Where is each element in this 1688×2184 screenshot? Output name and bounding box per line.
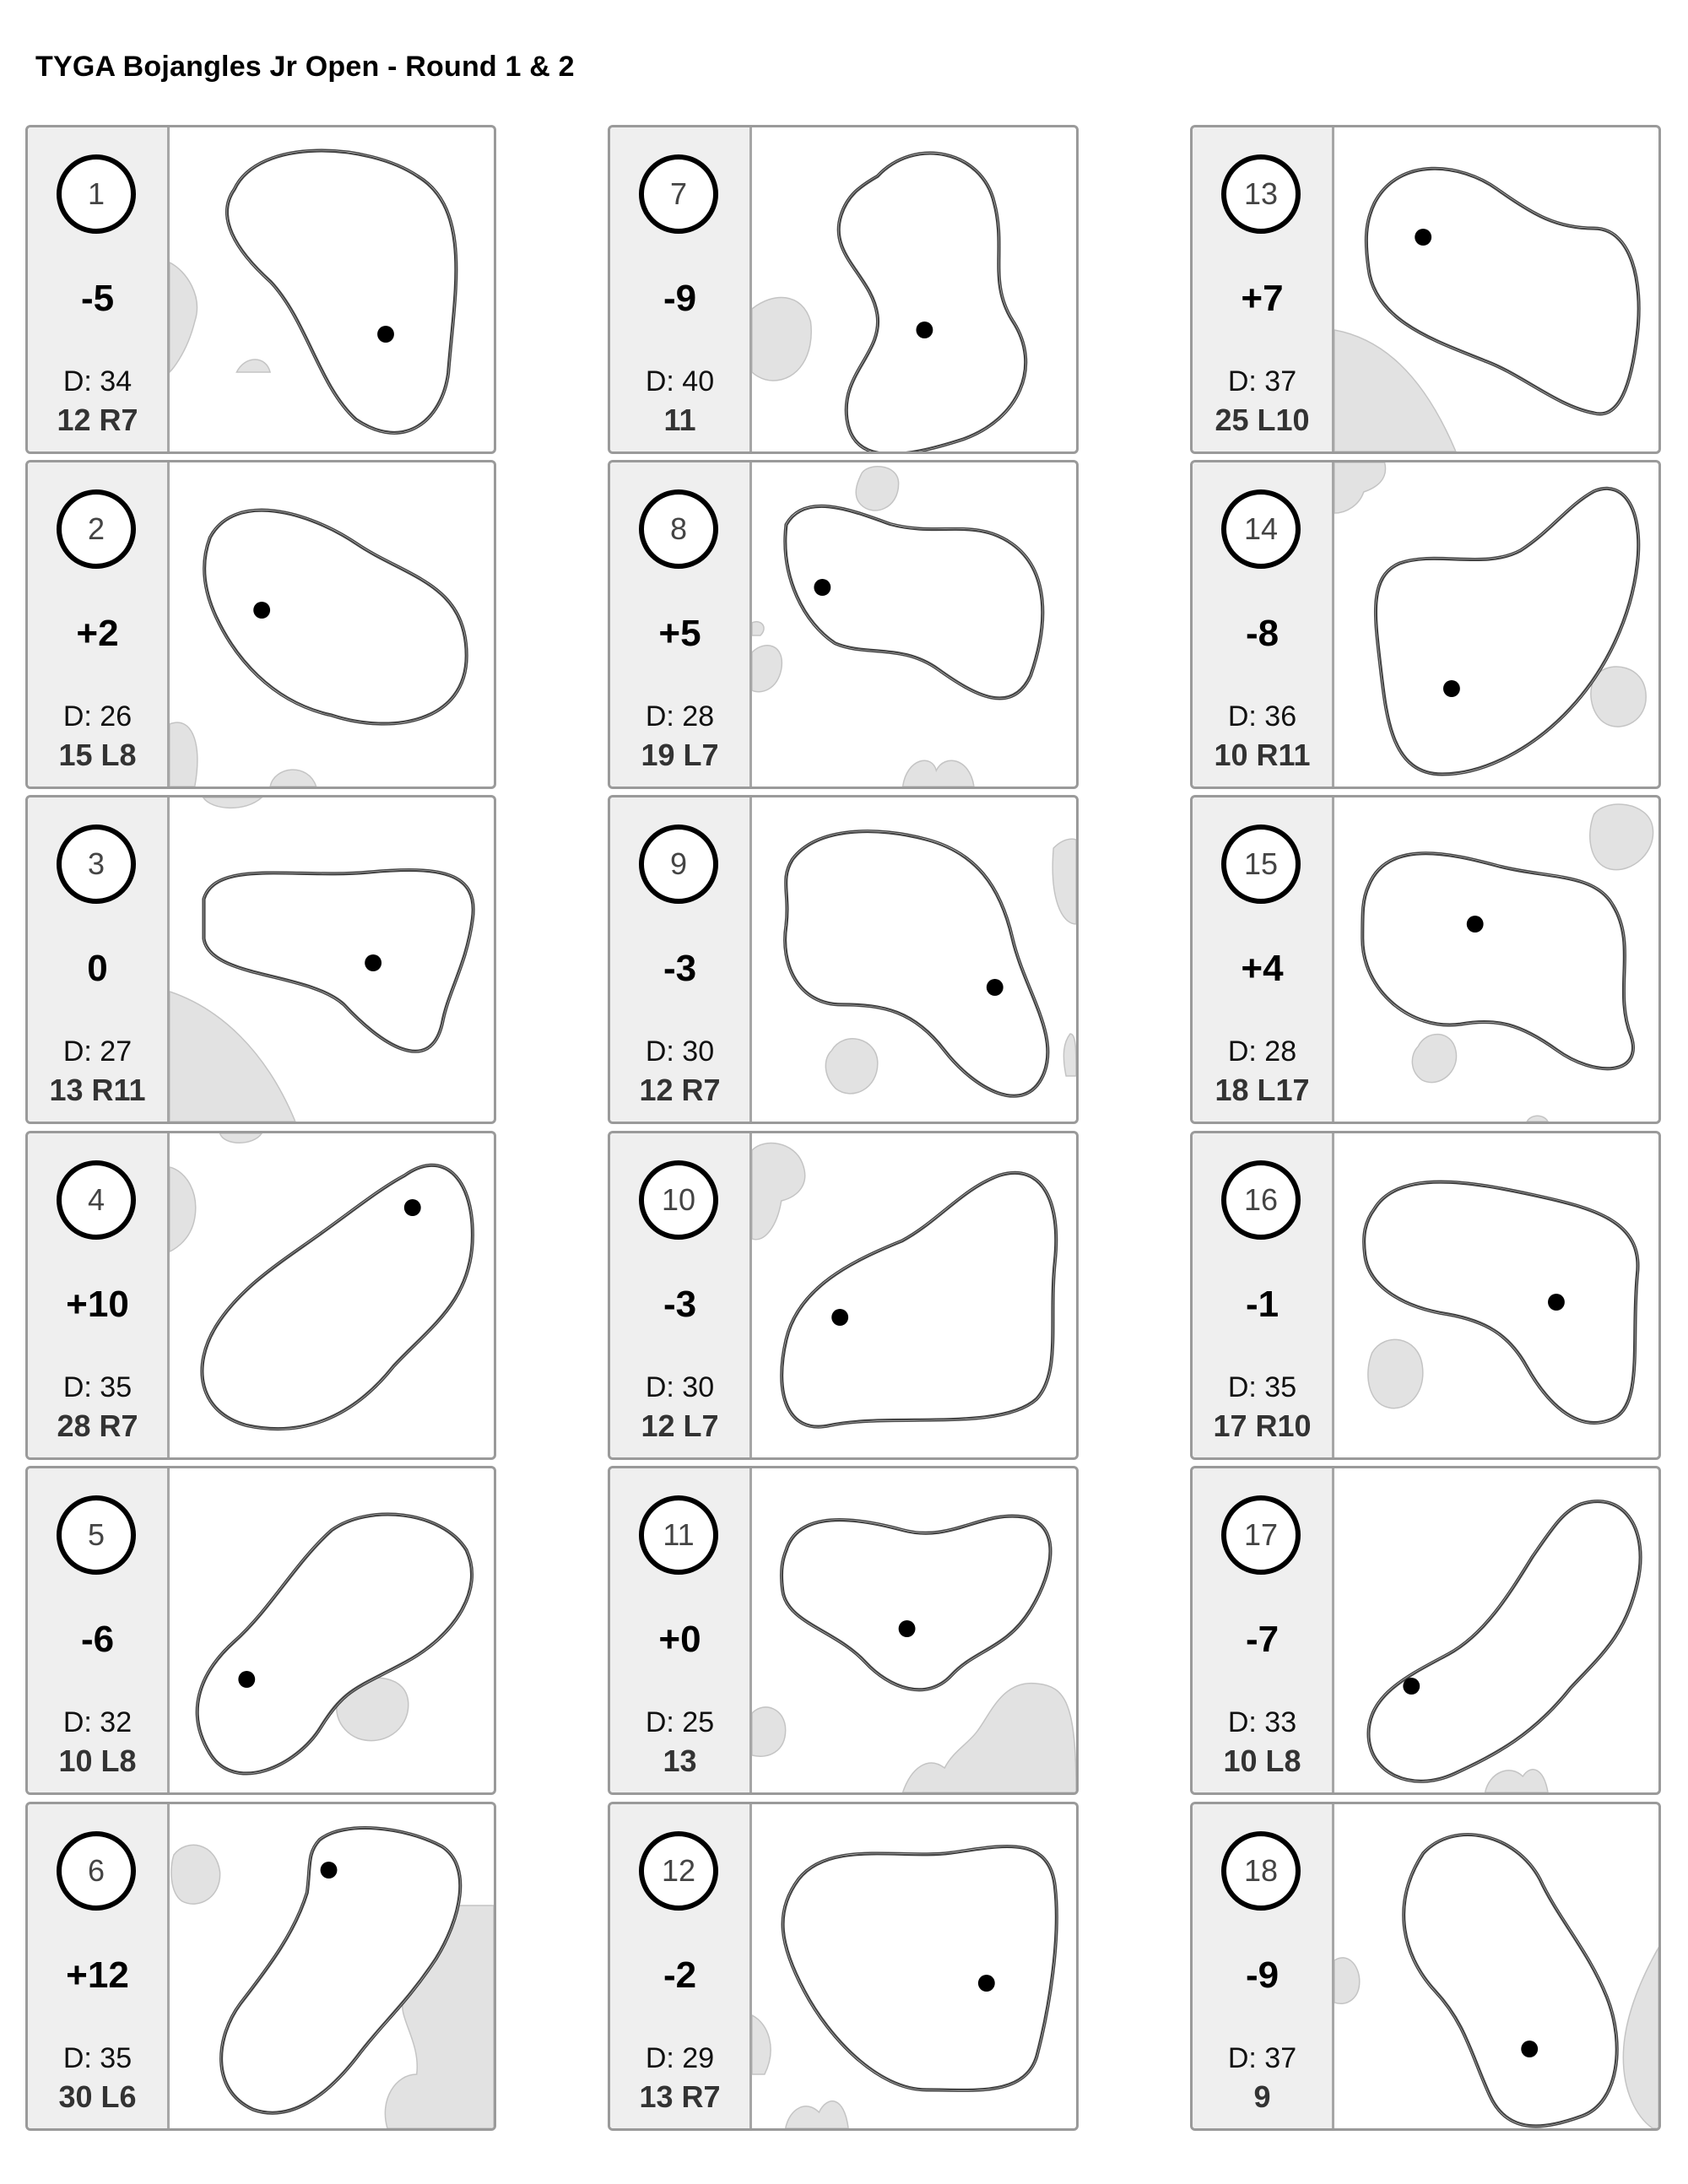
hole-score: -9 bbox=[1245, 1954, 1280, 1996]
green-svg bbox=[170, 462, 494, 787]
pin-location: 25 L10 bbox=[1215, 403, 1310, 437]
hole-number: 9 bbox=[639, 824, 718, 904]
green-outline bbox=[1377, 489, 1637, 774]
hazard-bunker bbox=[1485, 1770, 1548, 1792]
hole-number: 14 bbox=[1221, 489, 1301, 569]
hazard-bunker bbox=[170, 262, 197, 372]
pin-marker bbox=[321, 1862, 338, 1879]
hole-score: +5 bbox=[658, 613, 701, 654]
hole-card-2 bbox=[25, 460, 496, 789]
hazard-bunker bbox=[170, 1167, 196, 1251]
hole-card-3 bbox=[25, 795, 496, 1124]
hazard-bunker bbox=[752, 2015, 771, 2074]
hole-info-panel bbox=[28, 127, 170, 451]
pin-marker bbox=[404, 1199, 421, 1216]
hole-card-10 bbox=[608, 1131, 1079, 1460]
pin-location: 10 R11 bbox=[1214, 738, 1311, 772]
hole-score: -9 bbox=[663, 278, 697, 319]
green-svg bbox=[1334, 1468, 1658, 1792]
hole-info-panel bbox=[610, 1804, 752, 2128]
pin-location: 13 bbox=[663, 1743, 697, 1778]
hole-number: 11 bbox=[639, 1495, 718, 1575]
hole-info-panel bbox=[1193, 797, 1334, 1122]
green-diagram bbox=[1334, 1133, 1658, 1457]
hole-number: 10 bbox=[639, 1160, 718, 1240]
pin-marker bbox=[1443, 680, 1460, 697]
green-outline bbox=[786, 832, 1047, 1095]
green-svg bbox=[752, 127, 1076, 451]
pin-location: 19 L7 bbox=[641, 738, 719, 772]
green-diagram bbox=[1334, 1468, 1658, 1792]
green-diagram bbox=[752, 1468, 1076, 1792]
hole-card-7 bbox=[608, 125, 1079, 454]
pin-marker bbox=[238, 1671, 255, 1688]
pin-location: 12 R7 bbox=[57, 403, 138, 437]
pin-marker bbox=[253, 602, 270, 619]
green-outline bbox=[228, 151, 456, 432]
green-depth: D: 30 bbox=[645, 1371, 715, 1403]
hazard-bunker bbox=[752, 1707, 786, 1756]
green-svg bbox=[1334, 462, 1658, 787]
hole-card-15 bbox=[1190, 795, 1661, 1124]
hole-score: -8 bbox=[1245, 613, 1280, 654]
hole-info-panel bbox=[1193, 462, 1334, 787]
hole-card-16 bbox=[1190, 1131, 1661, 1460]
hazard-bunker bbox=[1334, 330, 1456, 451]
hazard-bunker bbox=[1591, 667, 1646, 727]
green-svg bbox=[1334, 1133, 1658, 1457]
green-diagram bbox=[752, 1133, 1076, 1457]
pin-location: 18 L17 bbox=[1215, 1073, 1310, 1107]
green-svg bbox=[752, 1468, 1076, 1792]
hole-score: -3 bbox=[663, 1284, 697, 1325]
green-diagram bbox=[170, 797, 494, 1122]
green-diagram bbox=[752, 462, 1076, 787]
hole-score: +7 bbox=[1241, 278, 1284, 319]
pin-location: 15 L8 bbox=[58, 738, 137, 772]
green-depth: D: 25 bbox=[645, 1706, 715, 1738]
hole-number: 13 bbox=[1221, 154, 1301, 234]
green-diagram bbox=[752, 127, 1076, 451]
hazard-bunker bbox=[752, 646, 782, 692]
green-outline bbox=[782, 1174, 1055, 1426]
green-depth: D: 29 bbox=[645, 2042, 715, 2074]
green-depth: D: 35 bbox=[1227, 1371, 1297, 1403]
green-svg bbox=[170, 1468, 494, 1792]
green-depth: D: 35 bbox=[62, 1371, 133, 1403]
hole-card-1 bbox=[25, 125, 496, 454]
hole-number: 17 bbox=[1221, 1495, 1301, 1575]
pin-location: 11 bbox=[663, 403, 696, 437]
hole-number: 7 bbox=[639, 154, 718, 234]
hole-score: -7 bbox=[1245, 1619, 1280, 1660]
green-depth: D: 28 bbox=[645, 700, 715, 733]
green-svg bbox=[1334, 797, 1658, 1122]
green-depth: D: 30 bbox=[645, 1035, 715, 1068]
hole-info-panel bbox=[610, 462, 752, 787]
green-diagram bbox=[170, 127, 494, 451]
green-depth: D: 27 bbox=[62, 1035, 133, 1068]
hole-score: +0 bbox=[658, 1619, 701, 1660]
green-outline bbox=[198, 1515, 471, 1772]
pin-marker bbox=[1415, 229, 1431, 246]
green-outline bbox=[205, 511, 466, 723]
hole-number: 16 bbox=[1221, 1160, 1301, 1240]
green-diagram bbox=[170, 1804, 494, 2128]
pin-marker bbox=[1467, 916, 1484, 933]
hazard-bunker bbox=[903, 1684, 1076, 1792]
pin-location: 12 R7 bbox=[639, 1073, 721, 1107]
green-svg bbox=[170, 127, 494, 451]
green-outline bbox=[782, 1516, 1050, 1689]
green-diagram bbox=[1334, 127, 1658, 451]
hazard-bunker bbox=[1334, 462, 1386, 513]
pin-marker bbox=[1548, 1294, 1565, 1311]
green-outline bbox=[203, 1166, 472, 1429]
green-depth: D: 37 bbox=[1227, 365, 1297, 397]
green-diagram bbox=[170, 1133, 494, 1457]
hazard-bunker bbox=[203, 797, 262, 808]
hole-card-14 bbox=[1190, 460, 1661, 789]
hole-info-panel bbox=[1193, 127, 1334, 451]
pin-location: 13 R11 bbox=[49, 1073, 146, 1107]
pin-marker bbox=[1403, 1678, 1420, 1695]
hazard-bunker bbox=[170, 992, 295, 1122]
hole-number: 5 bbox=[57, 1495, 136, 1575]
green-depth: D: 28 bbox=[1227, 1035, 1297, 1068]
hazard-bunker bbox=[1368, 1339, 1423, 1408]
hole-score: -3 bbox=[663, 948, 697, 989]
hazard-bunker bbox=[1052, 839, 1076, 924]
pin-marker bbox=[377, 326, 394, 343]
pin-marker bbox=[365, 954, 381, 971]
green-outline bbox=[840, 154, 1025, 451]
hole-card-11 bbox=[608, 1466, 1079, 1795]
pin-marker bbox=[1521, 2041, 1538, 2057]
pin-location: 30 L6 bbox=[58, 2079, 137, 2114]
hole-score: -2 bbox=[663, 1954, 697, 1996]
green-svg bbox=[170, 797, 494, 1122]
pin-location: 10 L8 bbox=[1223, 1743, 1301, 1778]
hole-card-12 bbox=[608, 1802, 1079, 2131]
hazard-bunker bbox=[752, 297, 811, 381]
hole-card-4 bbox=[25, 1131, 496, 1460]
green-outline bbox=[1363, 854, 1632, 1068]
hole-card-8 bbox=[608, 460, 1079, 789]
hole-info-panel bbox=[28, 1468, 170, 1792]
green-depth: D: 26 bbox=[62, 700, 133, 733]
pin-marker bbox=[831, 1309, 848, 1326]
green-svg bbox=[752, 462, 1076, 787]
green-svg bbox=[752, 797, 1076, 1122]
hole-number: 4 bbox=[57, 1160, 136, 1240]
pin-location: 12 L7 bbox=[641, 1408, 719, 1443]
green-svg bbox=[1334, 1804, 1658, 2128]
green-outline bbox=[1369, 1502, 1639, 1781]
hazard-bunker bbox=[236, 359, 270, 372]
hole-info-panel bbox=[610, 1133, 752, 1457]
hazard-bunker bbox=[1412, 1035, 1456, 1083]
hole-score: +2 bbox=[76, 613, 119, 654]
green-svg bbox=[170, 1804, 494, 2128]
hole-info-panel bbox=[1193, 1468, 1334, 1792]
hole-info-panel bbox=[610, 1468, 752, 1792]
hole-score: -1 bbox=[1245, 1284, 1280, 1325]
hole-card-17 bbox=[1190, 1466, 1661, 1795]
pin-marker bbox=[987, 979, 1004, 996]
pin-marker bbox=[899, 1620, 916, 1637]
green-depth: D: 40 bbox=[645, 365, 715, 397]
hazard-bunker bbox=[1334, 1958, 1360, 2003]
hazard-bunker bbox=[171, 1845, 220, 1904]
hole-info-panel bbox=[1193, 1133, 1334, 1457]
hazard-bunker bbox=[1590, 804, 1653, 870]
hole-card-9 bbox=[608, 795, 1079, 1124]
green-diagram bbox=[1334, 1804, 1658, 2128]
pin-marker bbox=[916, 322, 933, 338]
pin-location: 17 R10 bbox=[1213, 1408, 1312, 1443]
green-diagram bbox=[752, 1804, 1076, 2128]
pin-location: 10 L8 bbox=[58, 1743, 137, 1778]
pin-marker bbox=[814, 579, 830, 596]
hole-info-panel bbox=[28, 462, 170, 787]
green-outline bbox=[204, 871, 472, 1051]
green-outline bbox=[786, 507, 1041, 698]
green-svg bbox=[1334, 127, 1658, 451]
pin-location: 9 bbox=[1253, 2079, 1271, 2114]
hole-score: -5 bbox=[80, 278, 115, 319]
green-diagram bbox=[170, 462, 494, 787]
green-diagram bbox=[170, 1468, 494, 1792]
hazard-bunker bbox=[856, 467, 898, 511]
hazard-bunker bbox=[752, 622, 764, 635]
pin-marker bbox=[978, 1975, 995, 1992]
hole-score: +4 bbox=[1241, 948, 1284, 989]
hazard-bunker bbox=[786, 2101, 848, 2128]
green-depth: D: 36 bbox=[1227, 700, 1297, 733]
green-diagram bbox=[1334, 797, 1658, 1122]
hazard-bunker bbox=[220, 1133, 262, 1143]
hole-card-18 bbox=[1190, 1802, 1661, 2131]
green-outline bbox=[1404, 1835, 1616, 2126]
pin-location: 28 R7 bbox=[57, 1408, 138, 1443]
pin-location: 13 R7 bbox=[639, 2079, 721, 2114]
green-depth: D: 34 bbox=[62, 365, 133, 397]
hole-score: +12 bbox=[66, 1954, 129, 1996]
hazard-bunker bbox=[170, 722, 197, 787]
hole-info-panel bbox=[610, 127, 752, 451]
hole-score: +10 bbox=[66, 1284, 129, 1325]
hazard-bunker bbox=[1623, 1948, 1658, 2128]
hazard-bunker bbox=[1063, 1034, 1076, 1076]
hole-card-13 bbox=[1190, 125, 1661, 454]
green-depth: D: 33 bbox=[1227, 1706, 1297, 1738]
sheet-title: TYGA Bojangles Jr Open - Round 1 & 2 bbox=[35, 51, 575, 83]
hole-score: 0 bbox=[87, 948, 108, 989]
green-diagram bbox=[752, 797, 1076, 1122]
hole-info-panel bbox=[1193, 1804, 1334, 2128]
hazard-bunker bbox=[270, 770, 316, 787]
hole-card-5 bbox=[25, 1466, 496, 1795]
hole-number: 6 bbox=[57, 1831, 136, 1911]
hole-info-panel bbox=[28, 1133, 170, 1457]
hole-info-panel bbox=[610, 797, 752, 1122]
hazard-bunker bbox=[903, 760, 974, 787]
hole-info-panel bbox=[28, 1804, 170, 2128]
hole-number: 1 bbox=[57, 154, 136, 234]
hole-number: 18 bbox=[1221, 1831, 1301, 1911]
green-svg bbox=[752, 1133, 1076, 1457]
hole-number: 15 bbox=[1221, 824, 1301, 904]
hole-number: 12 bbox=[639, 1831, 718, 1911]
green-depth: D: 32 bbox=[62, 1706, 133, 1738]
hole-score: -6 bbox=[80, 1619, 115, 1660]
hazard-bunker bbox=[825, 1039, 877, 1094]
hole-number: 3 bbox=[57, 824, 136, 904]
hole-info-panel bbox=[28, 797, 170, 1122]
green-svg bbox=[752, 1804, 1076, 2128]
hole-number: 2 bbox=[57, 489, 136, 569]
green-outline bbox=[783, 1847, 1055, 2089]
hazard-bunker bbox=[752, 1143, 805, 1240]
green-depth: D: 37 bbox=[1227, 2042, 1297, 2074]
green-diagram bbox=[1334, 462, 1658, 787]
hazard-bunker bbox=[1527, 1116, 1548, 1122]
hole-number: 8 bbox=[639, 489, 718, 569]
green-svg bbox=[170, 1133, 494, 1457]
hole-card-6 bbox=[25, 1802, 496, 2131]
green-depth: D: 35 bbox=[62, 2042, 133, 2074]
